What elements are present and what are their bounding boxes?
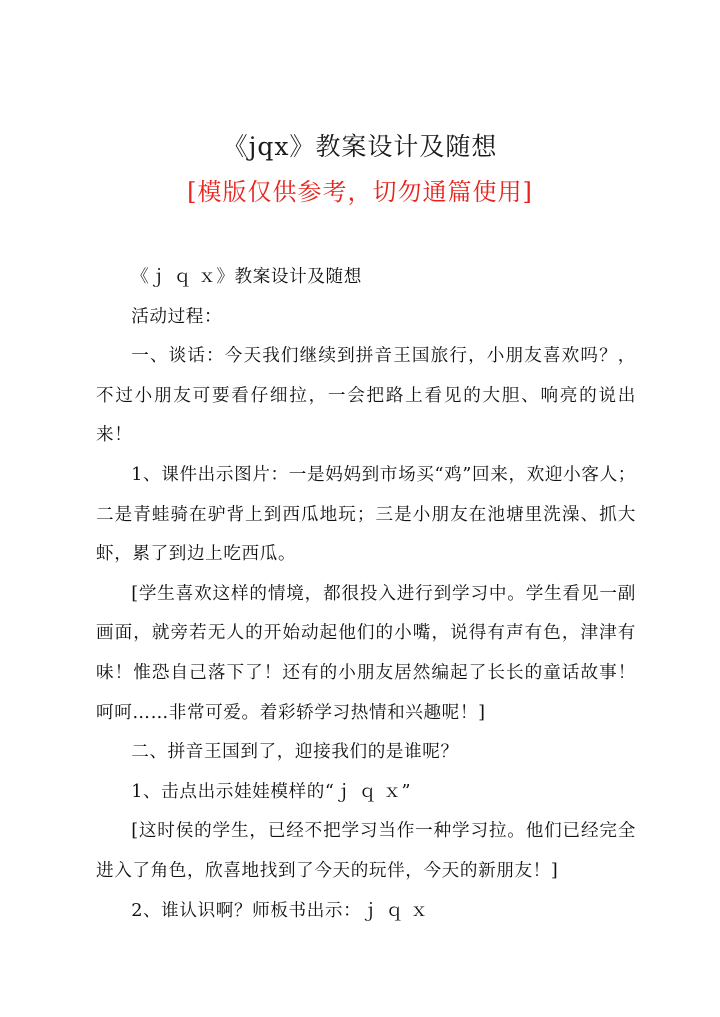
reflection-note: [学生喜欢这样的情境，都很投入进行到学习中。学生看见一副画面，就旁若无人的开始动起他们的小嘴，说得有声有色，津津有味！惟恐自己落下了！还有的小朋友居然编起了长长的童话故事！呵呵……非常可爱。着彩轿学习热情和兴趣呢！]: [96, 583, 636, 723]
document-body: [96, 258, 636, 931]
paragraph: 1、课件出示图片：一是妈妈到市场买“鸡”回来，欢迎小客人；二是青蛙骑在驴背上到西瓜地玩；三是小朋友在池塘里洗澡、抓大虾，累了到边上吃西瓜。: [96, 464, 636, 565]
paragraph: 二、拼音王国到了，迎接我们的是谁呢？: [131, 742, 459, 763]
section-label: 活动过程：: [131, 306, 223, 327]
reflection-note: [这时侯的学生，已经不把学习当作一种学习拉。他们已经完全进入了角色，欣喜地找到了今天的玩伴，今天的新朋友！]: [96, 821, 636, 881]
paragraph: 一、谈话：今天我们继续到拼音王国旅行，小朋友喜欢吗？，不过小朋友可要看仔细拉，一会把路上看见的大胆、响亮的说出来！: [96, 346, 636, 446]
document-title: 《jqx》教案设计及随想: [222, 132, 498, 161]
paragraph: 1、击点出示娃娃模样的“ｊ ｑ ｘ”: [131, 781, 412, 802]
template-notice: [模版仅供参考，切勿通篇使用]: [187, 178, 533, 206]
paragraph: 2、谁认识啊？师板书出示：ｊ ｑ ｘ: [131, 900, 429, 921]
lesson-heading: 《ｊ ｑ ｘ》教案设计及随想: [131, 267, 362, 287]
